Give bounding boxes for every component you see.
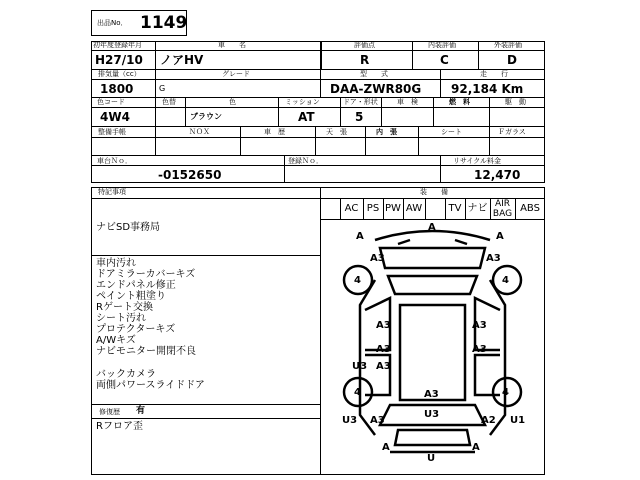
col-divider [320, 41, 322, 69]
note-line: ナビモニター開閉不良 [96, 346, 196, 357]
col-divider [433, 97, 434, 126]
row-divider [91, 69, 545, 70]
col-divider [284, 155, 285, 183]
fuel-label: 燃 料 [449, 98, 470, 106]
col-divider [240, 126, 241, 155]
col-divider [320, 69, 321, 97]
tire-rear-left-4: 4 [354, 387, 361, 398]
tire-front-left-4: 4 [354, 275, 361, 286]
col-divider [478, 41, 479, 69]
damage-rear-bumper-right-a: A [472, 442, 480, 453]
equip-divider [425, 198, 426, 220]
color-code-label: 色コード [97, 98, 125, 106]
exterior-score-label: 外装評価 [494, 41, 522, 49]
model-type-label: 型 式 [360, 70, 388, 78]
note-line: プロテクターキズ [96, 324, 176, 335]
recycle-fee-value: 12,470 [474, 168, 521, 182]
damage-rear-roof-a3: A3 [424, 389, 439, 400]
damage-rear-left-a3: A3 [370, 415, 385, 426]
eval-score-label: 評価点 [354, 41, 375, 49]
interior-score-value: C [440, 53, 449, 67]
color-code-value: 4W4 [100, 110, 130, 124]
row-divider [91, 126, 545, 127]
first-reg-label: 初年度登録年月 [93, 41, 142, 49]
reg-no-label: 登録Ｎｏ． [288, 157, 323, 165]
interior-trim-label: 内 張 [376, 128, 397, 136]
damage-front-bumper-a: A [428, 222, 436, 233]
doors-label: ドア・形状 [343, 98, 378, 106]
eval-score-value: R [360, 53, 370, 67]
mileage-label: 走 行 [480, 70, 508, 78]
row-divider [91, 50, 545, 51]
special-notes-label: 特記事項 [98, 188, 126, 196]
equip-abs: ABS [520, 203, 540, 214]
interior-score-label: 内装評価 [428, 41, 456, 49]
damage-rear-bumper-u: U [427, 453, 436, 464]
mileage-value: 92,184 Km [451, 82, 524, 96]
first-reg-value: H27/10 [95, 53, 143, 67]
car-name-value: ノアHV [160, 53, 204, 67]
repair-detail: Rフロア歪 [96, 421, 143, 432]
col-divider [340, 97, 341, 126]
transmission-value: AT [298, 110, 315, 124]
damage-front-right-fender-a3: A3 [486, 253, 501, 264]
equip-ps: PS [366, 203, 380, 214]
col-divider [412, 41, 413, 69]
damage-right-front-door-a3: A3 [472, 320, 487, 331]
headlight-left-outline [398, 240, 467, 244]
col-divider [185, 97, 186, 126]
tire-rear-right-4: 4 [502, 387, 509, 398]
damage-right-slide-door-a3: A3 [472, 344, 487, 355]
equip-tv: TV [448, 203, 462, 214]
lot-number: 1149 [140, 13, 188, 33]
equip-ac: AC [344, 203, 359, 214]
damage-rear-right-a2: A2 [481, 415, 496, 426]
col-divider [155, 41, 156, 69]
row-divider [91, 107, 545, 108]
chassis-no-value: -0152650 [158, 168, 222, 182]
model-type-value: DAA-ZWR80G [330, 82, 422, 96]
col-divider [278, 97, 279, 126]
color-label: 色 [229, 98, 236, 106]
doors-value: 5 [355, 110, 364, 124]
damage-rear-gate-u3: U3 [424, 409, 440, 420]
col-divider [489, 126, 490, 155]
note-line: A/Wキズ [96, 335, 136, 346]
damage-rear-right-corner-u1: U1 [510, 415, 526, 426]
damage-front-left-fender-a3: A3 [370, 253, 385, 264]
note-line: Rゲート交換 [96, 302, 153, 313]
front-hood-outline [380, 248, 485, 268]
notes-divider [91, 255, 321, 256]
damage-front-right-corner-a: A [496, 231, 504, 242]
left-side-outline [360, 280, 375, 435]
inspection-label: 車 検 [397, 98, 418, 106]
tire-front-right-4: 4 [502, 275, 509, 286]
col-divider [440, 69, 441, 97]
grade-value: G [159, 84, 166, 93]
seat-label: シート [441, 128, 462, 136]
vehicle-damage-diagram [320, 220, 545, 475]
service-book-label: 整備手帳 [98, 128, 126, 136]
damage-left-rear-panel-u3: U3 [352, 361, 368, 372]
damage-front-left-corner-a: A [356, 231, 364, 242]
note-line: ナビSD事務局 [96, 222, 161, 233]
equip-pw: PW [385, 203, 401, 214]
col-divider [155, 69, 156, 97]
note-line: 両側パワースライドドア [96, 380, 205, 391]
col-divider [365, 126, 366, 155]
nox-label: ＮＯＸ [189, 128, 210, 136]
damage-rear-bumper-left-a: A [382, 442, 390, 453]
exterior-score-value: D [507, 53, 517, 67]
col-divider [440, 155, 441, 183]
lot-number-box [91, 10, 187, 36]
note-line: ドアミラーカバーキズ [96, 269, 196, 280]
transmission-label: ミッション [285, 98, 320, 106]
note-line: 車内汚れ [96, 258, 136, 269]
notes-divider [91, 418, 321, 419]
windshield-outline [388, 276, 477, 294]
chassis-no-label: 車台Ｎｏ． [97, 157, 132, 165]
note-line: ペイント粗塗り [96, 291, 166, 302]
recycle-fee-label: リサイクル料金 [453, 157, 502, 165]
row-divider [91, 155, 545, 156]
displacement-label: 排気量（cc） [98, 70, 141, 78]
damage-left-slide-door-a3: A3 [376, 344, 391, 355]
drive-label: 駆 動 [505, 98, 526, 106]
repair-history-label: 修復歴 [99, 408, 120, 416]
equip-aw: AW [405, 203, 423, 214]
grade-label: グレード [222, 70, 250, 78]
equipment-label: 装 備 [420, 188, 448, 196]
note-line: シート汚れ [96, 313, 146, 324]
damage-left-front-door-a3: A3 [376, 320, 391, 331]
equip-navi: ナビ [467, 203, 488, 214]
notes-divider [91, 198, 321, 199]
damage-left-rear-quarter-a3: A3 [376, 361, 391, 372]
col-divider [489, 97, 490, 126]
damage-rear-left-corner-u3: U3 [342, 415, 358, 426]
col-divider [155, 126, 156, 155]
lot-number-label: 出品No． [97, 19, 128, 27]
note-line: バックカメラ [96, 369, 156, 380]
color-value: ブラウン [190, 112, 222, 121]
color-replace-label: 色替 [162, 98, 176, 106]
right-side-outline [490, 280, 505, 435]
roof-outline [400, 305, 465, 400]
row-divider [91, 79, 545, 80]
note-line: エンドパネル修正 [96, 280, 176, 291]
right-slide-door-outline [475, 355, 500, 395]
f-glass-label: Ｆガラス [498, 128, 526, 136]
equip-airbag: AIR BAG [492, 199, 513, 219]
row-divider [91, 137, 545, 138]
col-divider [155, 97, 156, 126]
repair-history-value: 有 [136, 406, 146, 416]
displacement-value: 1800 [100, 82, 134, 96]
col-divider [418, 126, 419, 155]
rear-gate-outline [395, 430, 470, 445]
notes-divider [91, 404, 321, 405]
col-divider [381, 97, 382, 126]
col-divider [315, 126, 316, 155]
history-label: 車 歴 [264, 128, 285, 136]
sunroof-label: 天 張 [326, 128, 347, 136]
car-name-label: 車 名 [218, 41, 246, 49]
